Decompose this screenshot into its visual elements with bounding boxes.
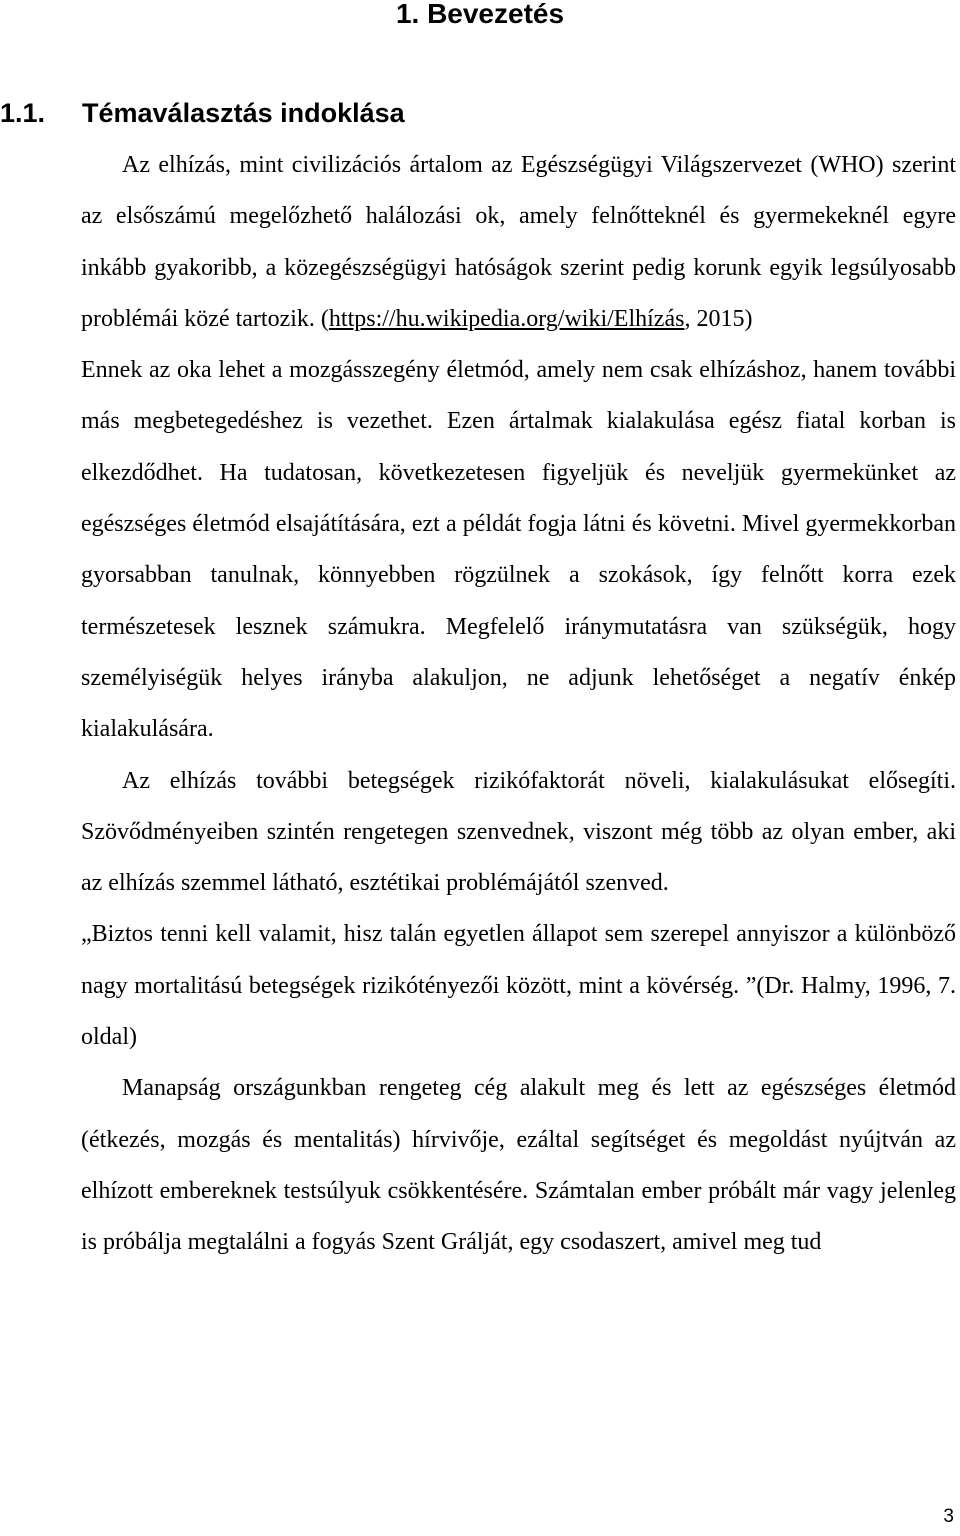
- body-text: [81, 140, 956, 1269]
- section-heading: [0, 93, 900, 133]
- section-number: 1.1.: [0, 98, 46, 128]
- wikipedia-link[interactable]: https://hu.wikipedia.org/wiki/Elhízás: [328, 305, 685, 332]
- chapter-title: 1. Bevezetés: [395, 0, 565, 29]
- citation-year: , 2015): [684, 305, 753, 332]
- page-number: 3: [943, 1506, 954, 1527]
- paragraph-risk: Az elhízás további betegségek rizikófaktorát növeli, kialakulásukat elősegíti. Szövődményeiben szintén rengetegen szenvednek, viszont még több az olyan ember, aki az elhízás szemmel látható, esztétikai problémájától szenved.: [81, 767, 956, 897]
- paragraph-intro: [81, 140, 956, 345]
- paragraph-companies: Manapság országunkban rengeteg cég alakult meg és lett az egészséges életmód (étkezés, mozgás és mentalitás) hírvivője, ezáltal segítséget és megoldást nyújtván az elhízott embereknek testsúlyuk csökkentésére. Számtalan ember próbált már vagy jelenleg is próbálja megtalálni a fogyás Szent Grálját, egy csodaszert, amivel meg tud: [81, 1075, 956, 1256]
- paragraph-intro-text: Az elhízás, mint civilizációs ártalom az Egészségügyi Világszervezet (WHO) szerint az elsőszámú megelőzhető halálozási ok, amely felnőtteknél és gyermekeknél egyre inkább gyakoribb, a közegészségügyi hatóságok szerint pedig korunk egyik legsúlyosabb problémái közé tartozik. (: [81, 152, 956, 332]
- section-title: Témaválasztás indoklása: [82, 98, 405, 128]
- paragraph-causes: Ennek az oka lehet a mozgásszegény életmód, amely nem csak elhízáshoz, hanem további más megbetegedéshez is vezethet. Ezen ártalmak kialakulása egész fiatal korban is elkezdődhet. Ha tudatosan, következetesen figyeljük és neveljük gyermekünket az egészséges életmód elsajátítására, ezt a példát fogja látni és követni. Mivel gyermekkorban gyorsabban tanulnak, könnyebben rögzülnek a szokások, így felnőtt korra ezek természetesek lesznek számukra. Megfelelő iránymutatásra van szükségük, hogy személyiségük helyes irányba alakuljon, ne adjunk lehetőséget a negatív énkép kialakulására.: [81, 357, 956, 743]
- paragraph-quote: „Biztos tenni kell valamit, hisz talán egyetlen állapot sem szerepel annyiszor a különböző nagy mortalitású betegségek rizikótényezői között, mint a kövérség. ”(Dr. Halmy, 1996, 7. oldal): [81, 921, 956, 1051]
